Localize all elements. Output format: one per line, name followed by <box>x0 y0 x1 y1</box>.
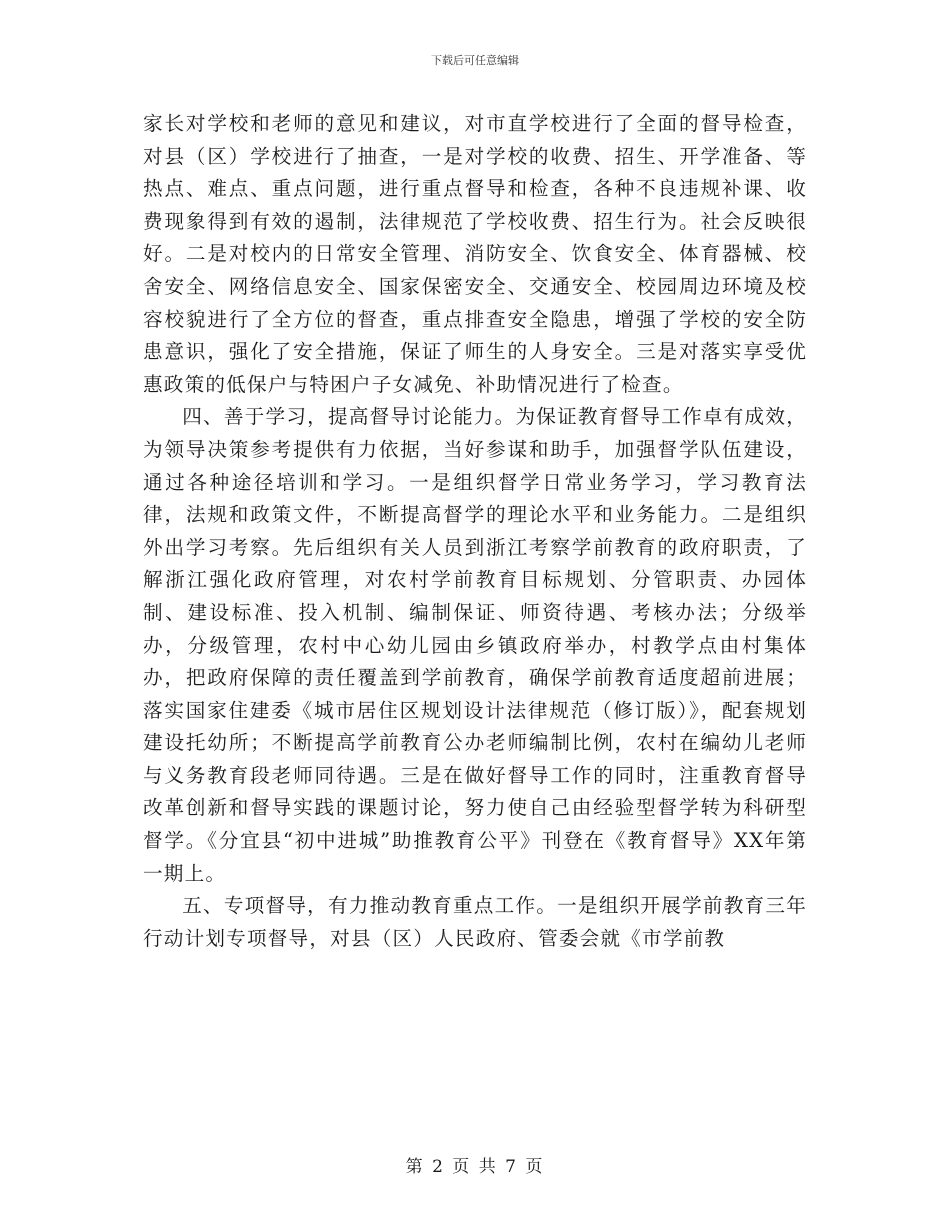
paragraph-1: 家长对学校和老师的意见和建议，对市直学校进行了全面的督导检查，对县（区）学校进行了抽查，一是对学校的收费、招生、开学准备、等热点、难点、重点问题，进行重点督导和检查，各种不良违规补课、收费现象得到有效的遏制，法律规范了学校收费、招生行为。社会反映很好。二是对校内的日常安全管理、消防安全、饮食安全、体育器械、校舍安全、网络信息安全、国家保密安全、交通安全、校园周边环境及校容校貌进行了全方位的督查，重点排查安全隐患，增强了学校的安全防患意识，强化了安全措施，保证了师生的人身安全。三是对落实享受优惠政策的低保户与特困户子女减免、补助情况进行了检查。 <box>143 112 807 396</box>
paragraph-2: 四、善于学习，提高督导讨论能力。为保证教育督导工作卓有成效，为领导决策参考提供有力依据，当好参谋和助手，加强督学队伍建设，通过各种途径培训和学习。一是组织督学日常业务学习，学习教育法律，法规和政策文件，不断提高督学的理论水平和业务能力。二是组织外出学习考察。先后组织有关人员到浙江考察学前教育的政府职责，了解浙江强化政府管理，对农村学前教育目标规划、分管职责、办园体制、建设标准、投入机制、编制保证、师资待遇、考核办法；分级举办，分级管理，农村中心幼儿园由乡镇政府举办，村教学点由村集体办，把政府保障的责任覆盖到学前教育，确保学前教育适度超前进展；落实国家住建委《城市居住区规划设计法律规范（修订版）》，配套规划建设托幼所；不断提高学前教育公办老师编制比例，农村在编幼儿老师与义务教育段老师同待遇。三是在做好督导工作的同时，注重教育督导改革创新和督导实践的课题讨论，努力使自己由经验型督学转为科研型督学。《分宜县“初中进城”助推教育公平》刊登在《教育督导》XX年第一期上。 <box>143 405 807 885</box>
document-body <box>143 108 807 955</box>
page-number: 第 2 页 共 7 页 <box>405 1157 545 1177</box>
paragraph-3: 五、专项督导，有力推动教育重点工作。一是组织开展学前教育三年行动计划专项督导，对县（区）人民政府、管委会就《市学前教 <box>143 894 807 950</box>
page-header-note: 下载后可任意编辑 <box>431 54 519 67</box>
